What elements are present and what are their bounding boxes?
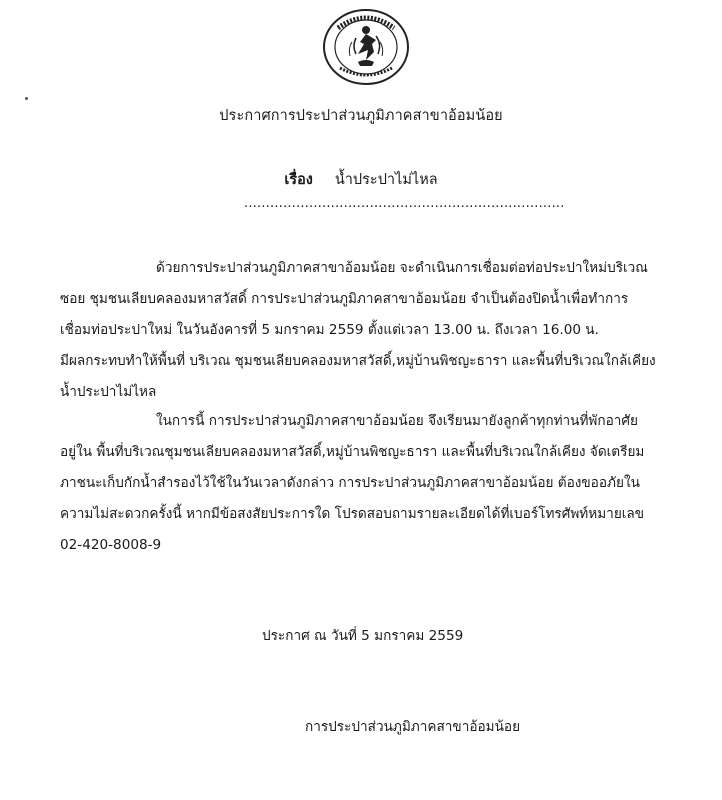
scan-speck	[25, 97, 28, 100]
phone-number: 02-420-8008-9	[60, 537, 162, 553]
dotted-separator: ..........................................................................	[244, 196, 565, 211]
paragraph-line: ภาชนะเก็บกักน้ำสำรองไว้ใช้ในวันเวลาดังกล่าว การประปาส่วนภูมิภาคสาขาอ้อมน้อย ต้องขออภัยใน	[60, 475, 640, 491]
paragraph-line: ด้วยการประปาส่วนภูมิภาคสาขาอ้อมน้อย จะดำเนินการเชื่อมต่อท่อประปาใหม่บริเวณ	[156, 260, 648, 276]
announcement-date: ประกาศ ณ วันที่ 5 มกราคม 2559	[262, 628, 464, 644]
announcement-title: ประกาศการประปาส่วนภูมิภาคสาขาอ้อมน้อย	[219, 108, 503, 124]
paragraph-notice	[60, 253, 712, 408]
subject-line	[0, 168, 722, 191]
utility-seal-logo	[322, 8, 410, 86]
subject-text: น้ำประปาไม่ไหล	[334, 172, 438, 188]
paragraph-line: ซอย ชุมชนเลียบคลองมหาสวัสดิ์ การประปาส่วนภูมิภาคสาขาอ้อมน้อย จำเป็นต้องปิดน้ำเพื่อทำการ	[60, 291, 629, 307]
paragraph-request	[60, 406, 712, 561]
paragraph-line: ความไม่สะดวกครั้งนี้ หากมีข้อสงสัยประการใด โปรดสอบถามรายละเอียดได้ที่เบอร์โทรศัพท์หมายเลข	[60, 506, 645, 522]
subject-label: เรื่อง	[284, 172, 313, 188]
paragraph-line: มีผลกระทบทำให้พื้นที่ บริเวณ ชุมชนเลียบคลองมหาสวัสดิ์,หมู่บ้านพิชญะธารา และพื้นที่บริเวณใกล้เคียง	[60, 353, 656, 369]
paragraph-line: ในการนี้ การประปาส่วนภูมิภาคสาขาอ้อมน้อย จึงเรียนมายังลูกค้าทุกท่านที่พักอาศัย	[156, 413, 639, 429]
utility-seal-icon	[322, 8, 410, 86]
paragraph-line: อยู่ใน พื้นที่บริเวณชุมชนเลียบคลองมหาสวัสดิ์,หมู่บ้านพิชญะธารา และพื้นที่บริเวณใกล้เคียง จัดเตรียม	[60, 444, 645, 460]
paragraph-line: เชื่อมท่อประปาใหม่ ในวันอังคารที่ 5 มกราคม 2559 ตั้งแต่เวลา 13.00 น. ถึงเวลา 16.00 น.	[60, 322, 599, 338]
signature-block: การประปาส่วนภูมิภาคสาขาอ้อมน้อย	[305, 719, 521, 735]
paragraph-line: น้ำประปาไม่ไหล	[60, 384, 157, 400]
